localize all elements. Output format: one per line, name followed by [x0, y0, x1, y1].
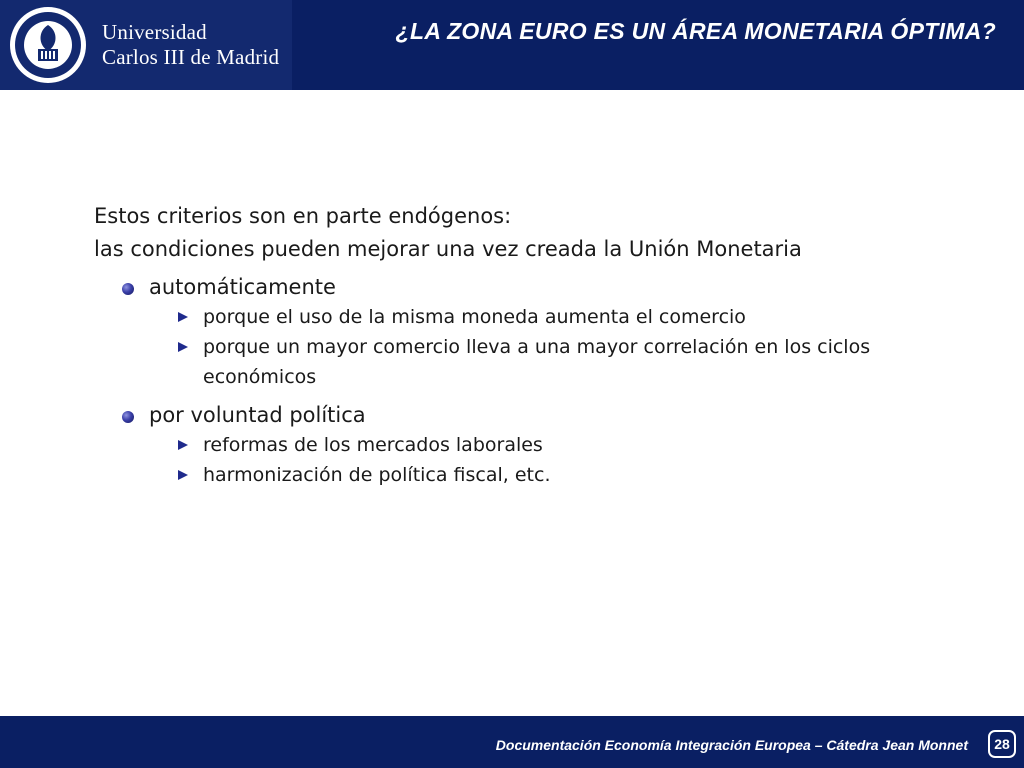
slide-content [94, 200, 974, 490]
university-seal-icon [8, 5, 88, 85]
university-name-line2: Carlos III de Madrid [102, 45, 280, 69]
sub-bullet-item [94, 302, 974, 332]
triangle-bullet-icon [178, 312, 188, 322]
bullet-item [94, 400, 974, 430]
bullet-label: automáticamente [149, 275, 336, 299]
bullet-label: por voluntad política [149, 403, 366, 427]
footer-text: Documentación Economía Integración Europea – Cátedra Jean Monnet [495, 737, 968, 753]
sub-bullet-item [94, 430, 974, 460]
intro-line-2: las condiciones pueden mejorar una vez creada la Unión Monetaria [94, 237, 802, 261]
university-name-line1: Universidad [102, 20, 207, 44]
sub-bullet-text: reformas de los mercados laborales [203, 434, 543, 456]
slide-footer [0, 716, 1024, 768]
slide-header [0, 0, 1024, 90]
sub-bullet-text: económicos [203, 366, 317, 388]
bullet-ball-icon [122, 283, 134, 295]
page-number-badge: 28 [988, 730, 1016, 758]
sub-bullet-text: porque un mayor comercio lleva a una mayor correlación en los ciclos [203, 336, 871, 358]
sub-bullet-text: harmonización de política fiscal, etc. [203, 464, 551, 486]
triangle-bullet-icon [178, 440, 188, 450]
sub-bullet-text: porque el uso de la misma moneda aumenta el comercio [203, 306, 746, 328]
intro-line-1: Estos criterios son en parte endógenos: [94, 204, 512, 228]
triangle-bullet-icon [178, 342, 188, 352]
sub-bullet-item [94, 332, 974, 362]
university-name [102, 20, 279, 70]
university-logo [0, 0, 292, 90]
bullet-ball-icon [122, 411, 134, 423]
sub-bullet-item [94, 460, 974, 490]
bullet-item [94, 272, 974, 302]
slide-title: ¿LA ZONA EURO ES UN ÁREA MONETARIA ÓPTIMA? [395, 18, 996, 44]
triangle-bullet-icon [178, 470, 188, 480]
sub-bullet-continuation [94, 362, 974, 392]
